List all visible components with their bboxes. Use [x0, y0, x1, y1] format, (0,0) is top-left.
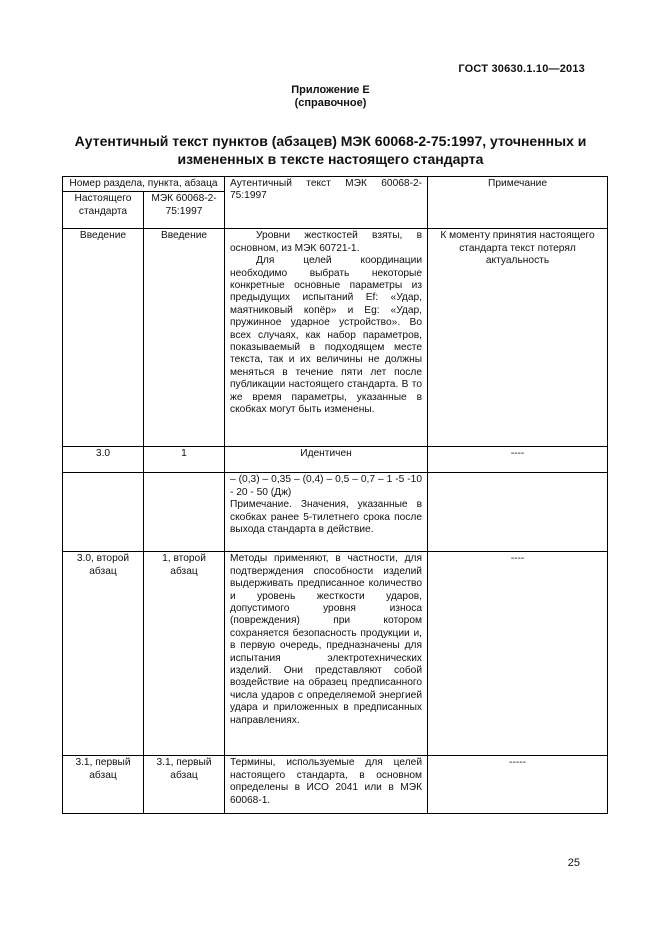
text-paragraph: Для целей координации необходимо выбрать некоторые конкретные основные параметры из предыдущих испытаний Ef: «Удар, маятниковый копёр» и Eg: «Удар, пружинное ударное устройство». Во всех случаях, как набор параметров, показываемый в подходящем месте текста, так и их величины не должны меняться в течение пяти лет после публикации настоящего стандарта. В то же время параметры, указанные в скобках могут быть изменены. — [230, 255, 423, 416]
cell-text — [225, 473, 428, 552]
cell-this-standard — [63, 473, 144, 552]
cell-note: К моменту принятия настоящего стандарта текст потерял актуальность — [428, 229, 608, 447]
cell-text: Термины, используемые для целей настоящего стандарта, в основном определены в ИСО 2041 или в МЭК 60068-1. — [225, 756, 428, 814]
table-row — [63, 473, 608, 552]
cell-this-standard: 3.1, первый абзац — [63, 756, 144, 814]
comparison-table — [62, 176, 608, 814]
text-paragraph: Примечание. Значения, указанные в скобках ранее 5-тилетнего срока после выхода стандарта в действие. — [230, 499, 423, 536]
header-section-group: Номер раздела, пункта, абзаца — [63, 177, 225, 192]
main-title: Аутентичный текст пунктов (абзацев) МЭК 60068-2-75:1997, уточненных и измененных в тексте настоящего стандарта — [74, 133, 587, 167]
cell-iec: Введение — [144, 229, 225, 447]
header-note: Примечание — [428, 177, 608, 229]
cell-iec: 3.1, первый абзац — [144, 756, 225, 814]
cell-this-standard: 3.0, второй абзац — [63, 552, 144, 756]
appendix-heading — [0, 84, 661, 110]
text-paragraph: – (0,3) – 0,35 – (0,4) – 0,5 – 0,7 – 1 -5 -10 - 20 - 50 (Дж) — [230, 474, 423, 498]
cell-note: ---- — [428, 552, 608, 756]
cell-iec: 1 — [144, 447, 225, 473]
cell-text: Идентичен — [225, 447, 428, 473]
header-this-standard: Настоящего стандарта — [63, 192, 144, 229]
table-row — [63, 229, 608, 447]
document-code: ГОСТ 30630.1.10—2013 — [458, 63, 585, 75]
header-iec: МЭК 60068-2-75:1997 — [144, 192, 225, 229]
cell-this-standard: 3.0 — [63, 447, 144, 473]
cell-text — [225, 229, 428, 447]
table-row — [63, 552, 608, 756]
table-row — [63, 447, 608, 473]
cell-note: ---- — [428, 447, 608, 473]
header-text: Аутентичный текст МЭК 60068-2-75:1997 — [225, 177, 428, 229]
cell-note — [428, 473, 608, 552]
cell-note: ----- — [428, 756, 608, 814]
appendix-type: (справочное) — [294, 97, 367, 109]
table-row — [63, 756, 608, 814]
cell-iec: 1, второй абзац — [144, 552, 225, 756]
text-paragraph: Уровни жесткостей взяты, в основном, из МЭК 60721-1. — [230, 230, 423, 254]
cell-text: Методы применяют, в частности, для подтверждения способности изделий выдерживать предписанное количество и уровень жесткости ударов, допустимого уровня износа (повреждения) при котором сохраняется безопасность продукции и, в первую очередь, предназначены для испытания электротехнических изделий. Они представляют собой воздействие на образец предписанного числа ударов с определяемой энергией удара и приложенных в предписанных направлениях. — [225, 552, 428, 756]
appendix-title: Приложение Е — [291, 84, 370, 96]
cell-iec — [144, 473, 225, 552]
cell-this-standard: Введение — [63, 229, 144, 447]
page-number: 25 — [567, 857, 580, 869]
table-header-row — [63, 177, 608, 192]
